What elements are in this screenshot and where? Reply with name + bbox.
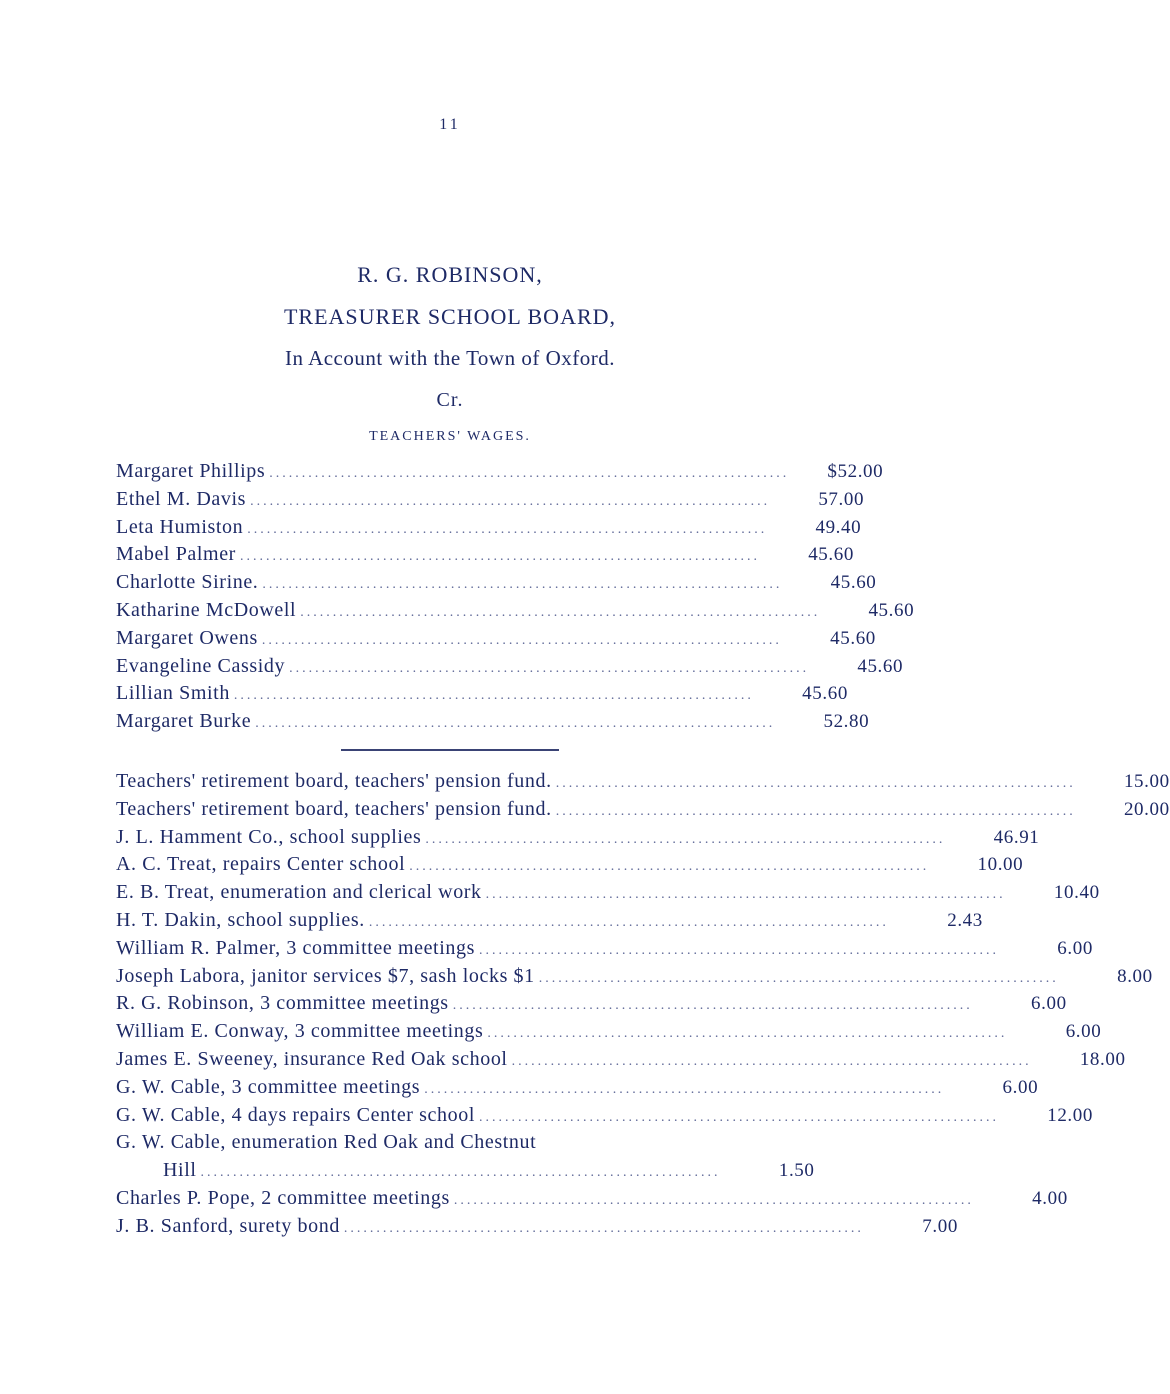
teacher-name: Ethel M. Davis: [116, 487, 247, 510]
dot-leader: ................................................................................: [261, 632, 782, 648]
expense-name: James E. Sweeney, insurance Red Oak school: [116, 1047, 508, 1070]
expense-name: J. B. Sanford, surety bond: [116, 1214, 340, 1237]
expense-amount: 10.40: [1053, 882, 1100, 904]
expense-row: [116, 825, 1040, 854]
dot-leader: ................................................................................: [262, 577, 783, 593]
dot-leader: ................................................................................: [250, 493, 771, 509]
section-heading: TEACHERS' WAGES.: [369, 429, 531, 444]
dot-leader: ................................................................................: [485, 887, 1006, 903]
expense-amount: 12.00: [1047, 1104, 1093, 1126]
expense-name: G. W. Cable, 4 days repairs Center school: [116, 1103, 475, 1126]
expense-amount: 1.50: [778, 1160, 815, 1182]
expense-amount: 6.00: [1031, 993, 1067, 1015]
dot-leader: ................................................................................: [343, 1220, 864, 1236]
expense-row: [116, 1186, 1068, 1215]
expense-name: J. L. Hamment Co., school supplies: [116, 825, 422, 848]
expense-name: Teachers' retirement board, teachers' pension fund.: [116, 797, 552, 820]
dot-leader: ................................................................................: [368, 914, 889, 930]
dot-leader: ................................................................................: [247, 521, 768, 537]
expense-row: [116, 1159, 815, 1187]
dot-leader: ................................................................................: [269, 466, 790, 481]
treasurer-name: R. G. ROBINSON,: [357, 262, 543, 287]
expense-row: [116, 1047, 1126, 1076]
expense-name: R. G. Robinson, 3 committee meetings: [116, 992, 449, 1015]
expense-name: H. T. Dakin, school supplies.: [116, 908, 365, 931]
teacher-row: [116, 460, 884, 488]
expense-row: [116, 881, 1100, 909]
expense-amount: 18.00: [1079, 1048, 1126, 1070]
teacher-name: Margaret Owens: [116, 626, 258, 649]
teacher-amount: 45.60: [808, 544, 854, 566]
teacher-amount: 49.40: [815, 516, 862, 538]
expense-row: [116, 936, 1093, 965]
teacher-row: [116, 598, 915, 627]
teacher-row: [116, 682, 848, 710]
expense-amount: 8.00: [1117, 965, 1153, 987]
expense-name: Teachers' retirement board, teachers' pension fund.: [116, 770, 552, 792]
expense-amount: 15.00: [1123, 771, 1170, 792]
expense-row: [116, 1075, 1039, 1104]
expenses-list: [116, 770, 1170, 1243]
teacher-amount: 57.00: [818, 488, 865, 510]
expense-row: [116, 1020, 1102, 1048]
expense-amount: 2.43: [947, 909, 983, 931]
expense-row: [116, 964, 1153, 993]
teacher-name: Leta Humiston: [116, 515, 244, 538]
expense-row: [116, 1103, 1093, 1132]
teachers-wages-list: [116, 460, 915, 738]
expense-row: [116, 770, 1170, 798]
dot-leader: ................................................................................: [255, 716, 776, 732]
teacher-row: [116, 710, 870, 738]
teacher-name: Margaret Burke: [116, 710, 252, 733]
teacher-row: [116, 654, 904, 683]
section-divider: [341, 749, 559, 751]
dot-leader: ................................................................................: [289, 660, 810, 676]
expense-amount: 46.91: [993, 826, 1040, 848]
teacher-amount: 45.60: [868, 599, 915, 621]
dot-leader: ................................................................................: [409, 859, 930, 875]
expense-wrapped-first-line: G. W. Cable, enumeration Red Oak and Chestnut: [116, 1131, 537, 1154]
expense-name: William E. Conway, 3 committee meetings: [116, 1020, 484, 1043]
dot-leader: ................................................................................: [239, 549, 760, 565]
expense-row: [116, 908, 983, 937]
expense-name: E. B. Treat, enumeration and clerical work: [116, 881, 482, 904]
teacher-name: Charlotte Sirine.: [116, 571, 259, 594]
dot-leader: ................................................................................: [555, 803, 1076, 819]
dot-leader: ................................................................................: [511, 1053, 1032, 1069]
teacher-amount: 52.80: [823, 711, 870, 733]
dot-leader: ................................................................................: [452, 998, 973, 1014]
expense-name: Joseph Labora, janitor services $7, sash locks $1: [116, 964, 535, 987]
expense-amount: 20.00: [1123, 798, 1170, 820]
teacher-row: [116, 487, 865, 516]
teacher-row: [116, 543, 854, 571]
teacher-amount: 45.60: [802, 683, 848, 705]
teacher-name: Evangeline Cassidy: [116, 654, 286, 677]
expense-row: [116, 853, 1024, 881]
expense-row: [116, 992, 1067, 1020]
teacher-row: [116, 626, 876, 655]
credit-heading: Cr.: [436, 389, 464, 411]
expense-amount: 6.00: [1065, 1021, 1102, 1043]
dot-leader: ................................................................................: [478, 942, 999, 958]
dot-leader: ................................................................................: [487, 1026, 1008, 1042]
expense-amount: 6.00: [1002, 1076, 1039, 1098]
dot-leader: ................................................................................: [453, 1192, 974, 1208]
treasurer-title: TREASURER SCHOOL BOARD,: [283, 304, 617, 329]
expense-amount: 10.00: [977, 854, 1024, 876]
account-line: In Account with the Town of Oxford.: [284, 346, 615, 370]
expense-row: [116, 797, 1170, 826]
teacher-row: [116, 571, 877, 599]
expense-amount: 6.00: [1057, 937, 1093, 959]
expense-name: Hill: [163, 1159, 197, 1182]
page-number: 11: [439, 116, 461, 133]
expense-row: [116, 1214, 958, 1243]
dot-leader: ................................................................................: [538, 970, 1059, 986]
teacher-name: Lillian Smith: [116, 682, 230, 705]
teacher-row: [116, 515, 862, 544]
teacher-name: Margaret Phillips: [116, 460, 266, 482]
expense-name: William R. Palmer, 3 committee meetings: [116, 936, 475, 959]
expense-amount: 4.00: [1032, 1187, 1068, 1209]
expense-amount: 7.00: [922, 1215, 958, 1237]
teacher-amount: 45.60: [830, 572, 877, 594]
expense-name: A. C. Treat, repairs Center school: [116, 853, 406, 876]
dot-leader: ................................................................................: [555, 776, 1076, 791]
dot-leader: ................................................................................: [478, 1109, 999, 1125]
expense-name: Charles P. Pope, 2 committee meetings: [116, 1186, 450, 1209]
dot-leader: ................................................................................: [424, 1081, 945, 1097]
expense-name: G. W. Cable, 3 committee meetings: [116, 1075, 421, 1098]
dot-leader: ................................................................................: [300, 604, 821, 620]
teacher-name: Katharine McDowell: [116, 598, 297, 621]
dot-leader: ................................................................................: [200, 1165, 721, 1181]
teacher-amount: $52.00: [827, 461, 884, 482]
dot-leader: ................................................................................: [425, 831, 946, 847]
teacher-amount: 45.60: [830, 627, 876, 649]
teacher-name: Mabel Palmer: [116, 543, 236, 566]
teacher-amount: 45.60: [857, 655, 904, 677]
dot-leader: ................................................................................: [233, 688, 754, 704]
